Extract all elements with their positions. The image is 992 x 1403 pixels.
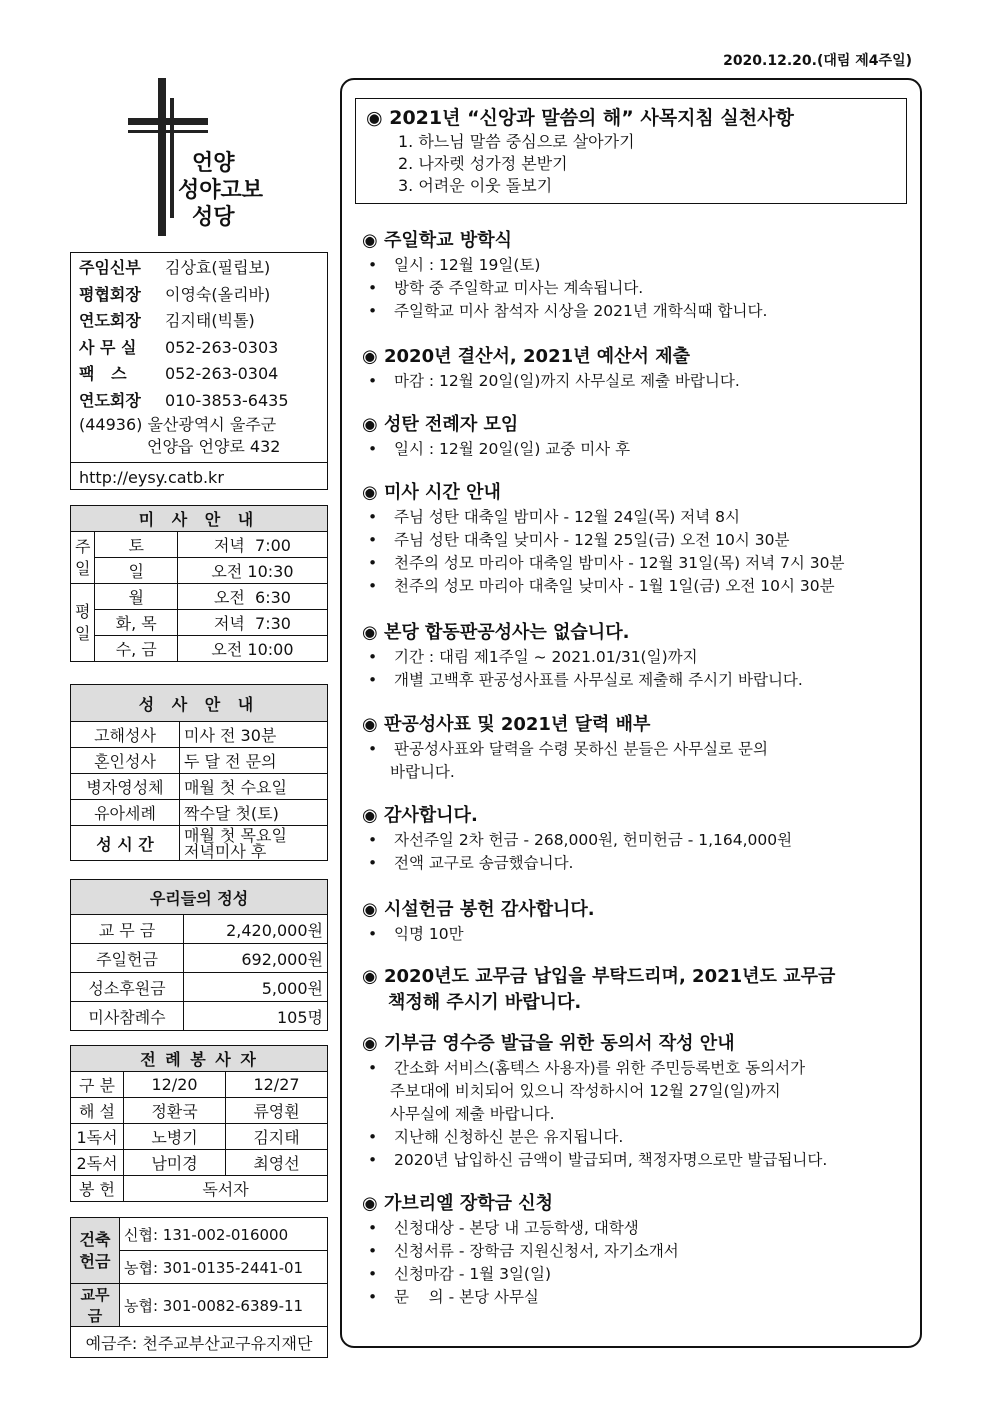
bulletin-date: 2020.12.20.(대림 제4주일) — [723, 53, 912, 69]
logo-line1: 언양 — [192, 151, 235, 176]
contact-info: 주임신부 김상효(필립보) 평협회장 이영숙(올리바) 연도회장 김지태(빅톨) 사 무 실 052-263-0303 팩 스 052-263-0304 연도회장 010-3853-6435 (44936) 울산광역시 울주군 언양읍 언양로 432 http://eysy.catb.kr — [70, 252, 328, 490]
section-sunday-school: ◉ 주일학교 방학식 • 일시 : 12월 19일(토) • 방학 중 주일학교 미사는 계속됩니다. • 주일학교 미사 참석자 시상을 2021년 개학식때 합니다. — [362, 230, 768, 320]
section-christmas-meeting: ◉ 성탄 전례자 모임 • 일시 : 12월 20일(일) 교중 미사 후 — [362, 414, 631, 458]
section-mass-times: ◉ 미사 시간 안내 • 주님 성탄 대축일 밤미사 - 12월 24일(목) 저녁 8시 • 주님 성탄 대축일 낮미사 - 12월 25일(금) 오전 10시 30분 • 천주의 성모 마리아 대축일 밤미사 - 12월 31일(목) 저녁 7시 30분 • 천주의 성모 마리아 대축일 낮미사 - 1월 1일(금) 오전 10시 30분 — [362, 482, 845, 595]
section-calendar: ◉ 판공성사표 및 2021년 달력 배부 • 판공성사표와 달력을 수령 못하신 분들은 사무실로 문의 바랍니다. — [362, 714, 768, 781]
offering-info: 우리들의 정성 교 무 금 2,420,000원 주일헌금 692,000원 성소후원금 5,000원 미사참례수 105명 — [70, 879, 328, 1031]
section-thanks: ◉ 감사합니다. • 자선주일 2차 헌금 - 268,000원, 헌미헌금 - 1,164,000원 • 전액 교구로 송금했습니다. — [362, 805, 793, 872]
cross-icon — [158, 78, 166, 236]
section-facility: ◉ 시설헌금 봉헌 감사합니다. • 익명 10만 — [362, 899, 595, 943]
section-budget: ◉ 2020년 결산서, 2021년 예산서 제출 • 마감 : 12월 20일(일)까지 사무실로 제출 바랍니다. — [362, 346, 740, 390]
sacrament-info: 성 사 안 내 고해성사 미사 전 30분 혼인성사 두 달 전 문의 병자영성체 매월 첫 수요일 유아세례 짝수달 첫(토) 성 시 간 매월 첫 목요일 저녁미사 후 — [70, 684, 328, 861]
website-link[interactable]: http://eysy.catb.kr — [71, 462, 327, 494]
address: (44936) 울산광역시 울주군 — [79, 415, 277, 434]
bank-accounts: 건축 헌금 신협: 131-002-016000 농협: 301-0135-2441-01 교무금 농협: 301-0082-6389-11 예금주: 천주교부산교구유지재단 — [70, 1217, 328, 1358]
church-logo — [120, 78, 320, 238]
section-scholarship: ◉ 가브리엘 장학금 신청 • 신청대상 - 본당 내 고등학생, 대학생 • 신청서류 - 장학금 지원신청서, 자기소개서 • 신청마감 - 1월 3일(일) • 문 의 - 본당 사무실 — [362, 1193, 679, 1306]
section-receipt: ◉ 기부금 영수증 발급을 위한 동의서 작성 안내 • 간소화 서비스(홈텍스 사용자)를 위한 주민등록번호 동의서가 주보대에 비치되어 있으니 작성하시어 12월 27일(일)까지 사무실에 제출 바랍니다. • 지난해 신청하신 분은 유지됩니다. • 2020년 납입하신 금액이 발급되며, 책정자명으로만 발급됩니다. — [362, 1033, 828, 1169]
mass-schedule: 미 사 안 내 주 일 토 저녁 7:00 일 오전 10:30 평 일 월 오전 6:30 화, 목 저녁 7:30 수, 금 오전 10:00 — [70, 505, 328, 662]
pastoral-guideline: ◉ 2021년 “신앙과 말씀의 해” 사목지침 실천사항 1. 하느님 말씀 중심으로 살아가기 2. 나자렛 성가정 본받기 3. 어려운 이웃 돌보기 — [355, 98, 907, 204]
guideline-title: 2021년 “신앙과 말씀의 해” 사목지침 실천사항 — [389, 107, 794, 129]
section-confession: ◉ 본당 합동판공성사는 없습니다. • 기간 : 대림 제1주일 ~ 2021.01/31(일)까지 • 개별 고백후 판공성사표를 사무실로 제출해 주시기 바랍니다. — [362, 622, 803, 689]
section-dues: ◉ 2020년도 교무금 납입을 부탁드리며, 2021년도 교무금 책정해 주시기 바랍니다. — [362, 966, 836, 1013]
logo-line2: 성야고보 — [178, 178, 264, 203]
liturgy-servers: 전 례 봉 사 자 구 분 12/20 12/27 해 설 정환국 류영훤 1독서 노병기 김지태 2독서 남미경 최영선 봉 헌 독서자 — [70, 1045, 328, 1202]
logo-line3: 성당 — [192, 205, 235, 230]
